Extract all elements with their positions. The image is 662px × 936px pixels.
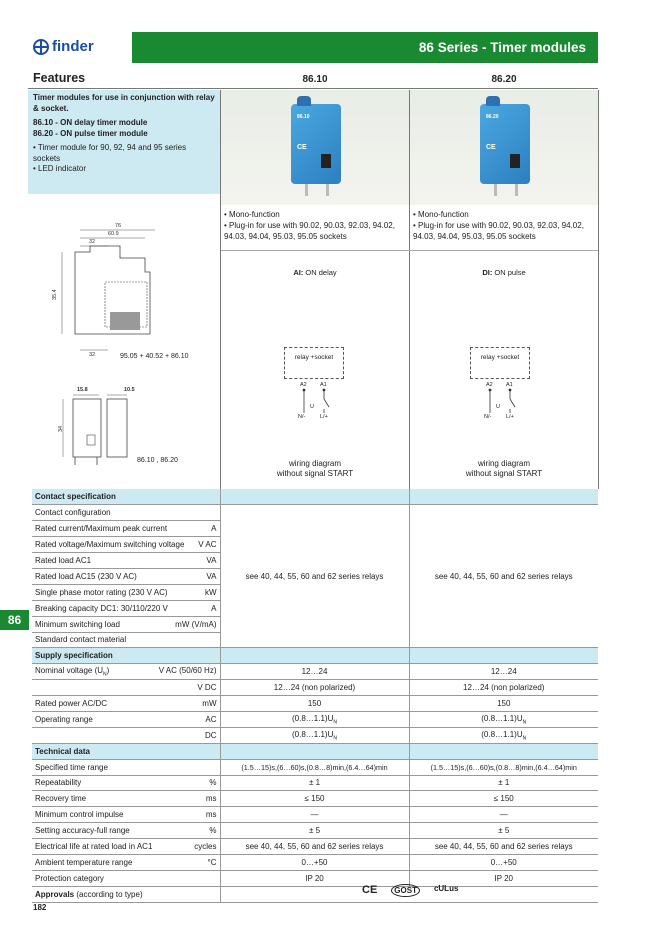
row-unit: cycles [194, 842, 217, 852]
row-unit: ms [205, 794, 217, 804]
dim-10-5: 10.5 [124, 387, 135, 393]
value-86-20: 12…24 [409, 664, 598, 680]
product-photo-86-20 [410, 90, 598, 205]
timer-module-image [291, 104, 341, 184]
wiring-lines [470, 387, 540, 427]
value-86-20: see 40, 44, 55, 60 and 62 series relays [409, 839, 598, 855]
value-86-20: IP 20 [409, 870, 598, 886]
col1-bullet-mono: • Mono-function [224, 210, 280, 219]
module-label: 86.20 [486, 114, 499, 120]
column-divider [409, 90, 410, 489]
gost-mark-icon: GOST [391, 884, 420, 897]
culus-mark-icon: cULus [433, 884, 459, 893]
dim-35-4: 35.4 [52, 289, 58, 300]
row-label: Rated load AC1 [35, 556, 92, 565]
value-86-10: ± 1 [220, 775, 409, 791]
wiring-lines [284, 387, 354, 427]
value-86-10: ≤ 150 [220, 791, 409, 807]
intro-lead: Timer modules for use in conjunction with relay & socket. [33, 93, 215, 113]
value-86-20: — [409, 807, 598, 823]
ce-mark-icon: CE [362, 884, 378, 896]
approval-marks [362, 884, 458, 897]
section-contact [32, 489, 598, 505]
row-unit: V AC [198, 540, 217, 550]
row-unit: A [211, 524, 217, 534]
specification-table [32, 489, 598, 903]
table-row [32, 727, 598, 743]
value-86-20: 150 [409, 696, 598, 712]
dim-15-8: 15.8 [77, 387, 88, 393]
value-86-10: 0…+50 [220, 854, 409, 870]
value-86-20: ± 5 [409, 823, 598, 839]
section-technical [32, 743, 598, 759]
neutral-label: N/- [298, 414, 306, 420]
intro-bullet2: • LED indicator [33, 164, 87, 173]
wiring-caption-line1: wiring diagram [288, 459, 342, 468]
row-unit: VA [206, 556, 217, 565]
voltage-u: U [496, 404, 500, 410]
dim-34: 34 [58, 425, 64, 432]
finder-logo-icon [33, 39, 49, 55]
section-rule [221, 250, 598, 251]
value-86-10: ± 5 [220, 823, 409, 839]
function-code: DI: [482, 268, 493, 277]
wiring-caption-line2: without signal START [276, 469, 354, 478]
column-head-86-10: 86.10 [302, 74, 328, 85]
ce-mark: CE [297, 144, 307, 151]
row-label: Specified time range [35, 762, 108, 772]
value-86-20: $(0.8\dots 1.1)U_N$ [409, 711, 598, 727]
row-label: Protection category [35, 873, 104, 883]
finder-logo [33, 38, 94, 55]
header-rule [28, 88, 598, 89]
row-unit: A [211, 603, 217, 613]
section-title: Supply specification [32, 648, 220, 664]
terminal-a1: A1 [320, 382, 327, 388]
value-86-10: 150 [220, 696, 409, 712]
features-title: Features [33, 71, 86, 85]
row-label: Minimum control impulse [35, 810, 124, 820]
row-unit: ms [205, 810, 217, 820]
value-86-20: 0…+50 [409, 854, 598, 870]
wiring-caption-86-10 [221, 459, 409, 479]
relay-socket-box: relay +socket [284, 347, 344, 379]
col2-bullet-mono: • Mono-function [413, 210, 469, 219]
relay-socket-box: relay +socket [470, 347, 530, 379]
function-label-ai [221, 268, 409, 277]
assembly-caption: 95.05 + 40.52 + 86.10 [120, 353, 189, 360]
value-86-10: $(0.8\dots 1.1)U_N$ [220, 711, 409, 727]
row-label: Breaking capacity DC1: 30/110/220 V [35, 603, 168, 613]
table-row [32, 711, 598, 727]
section-title: Technical data [32, 743, 220, 759]
row-label: Standard contact material [35, 635, 127, 645]
row-label: Operating range [35, 714, 93, 724]
col1-bullets [224, 209, 406, 242]
table-row [32, 791, 598, 807]
line-label: L/+ [506, 414, 514, 420]
row-label: Single phase motor rating (230 V AC) [35, 587, 168, 597]
row-label: Rated load AC15 (230 V AC) [35, 571, 137, 581]
table-row [32, 664, 598, 680]
terminal-a1: A1 [506, 382, 513, 388]
row-label: Minimum switching load [35, 619, 120, 629]
col2-bullet-plugin: • Plug-in for use with 90.02, 90.03, 92.03, 94.02, 94.03, 94.04, 95.03, 95.05 sockets [413, 221, 584, 241]
contact-value-86-10: see 40, 44, 55, 60 and 62 series relays [220, 505, 409, 648]
table-row [32, 854, 598, 870]
dimension-drawing-assembly [50, 222, 200, 362]
row-unit: DC [204, 730, 217, 740]
wiring-caption-line2: without signal START [465, 469, 543, 478]
value-86-10: 12…24 [220, 664, 409, 680]
module-caption: 86.10 , 86.20 [137, 457, 178, 464]
row-label: Recovery time [35, 794, 87, 804]
value-86-10: IP 20 [220, 870, 409, 886]
value-86-20: $(0.8\dots 1.1)U_N$ [409, 727, 598, 743]
series-side-tab: 86 [0, 610, 29, 630]
row-label: Rated current/Maximum peak current [35, 524, 168, 534]
dim-32-bottom: 32 [89, 352, 96, 358]
wiring-diagram-86-20 [470, 347, 540, 427]
row-label: Repeatability [35, 778, 82, 788]
row-unit: V DC [197, 683, 217, 693]
column-divider [220, 90, 221, 489]
row-unit: AC [205, 714, 217, 724]
value-86-20: 12…24 (non polarized) [409, 680, 598, 696]
value-86-10: — [220, 807, 409, 823]
product-photo-86-10 [221, 90, 409, 205]
table-row [32, 759, 598, 775]
module-label: 86.10 [297, 114, 310, 120]
value-86-10: (1.5…15)s,(6…60)s,(0.8…8)min,(6.4…64)min [220, 759, 409, 775]
value-86-20: ± 1 [409, 775, 598, 791]
table-row [32, 680, 598, 696]
row-label: Rated power AC/DC [35, 699, 108, 709]
row-unit: kW [204, 587, 217, 597]
function-label-di [410, 268, 598, 277]
row-label: Rated voltage/Maximum switching voltage [35, 540, 185, 550]
row-unit: % [209, 826, 217, 836]
contact-value-86-20: see 40, 44, 55, 60 and 62 series relays [409, 505, 598, 648]
dim-32-top: 32 [89, 239, 96, 245]
row-unit: V AC (50/60 Hz) [158, 665, 217, 675]
column-divider [598, 90, 599, 489]
dimension-drawing-module [55, 385, 135, 470]
intro-line2: 86.20 - ON pulse timer module [33, 128, 148, 138]
line-label: L/+ [320, 414, 328, 420]
row-label: Nominal voltage $(U_N)$ [35, 665, 110, 678]
row-unit: mW [202, 699, 217, 709]
table-row [32, 870, 598, 886]
page-number: 182 [33, 903, 47, 912]
timer-module-image [480, 104, 530, 184]
value-86-10: see 40, 44, 55, 60 and 62 series relays [220, 839, 409, 855]
wiring-caption-86-20 [410, 459, 598, 479]
table-row [32, 775, 598, 791]
ce-mark: CE [486, 144, 496, 151]
table-row [32, 696, 598, 712]
row-label: Setting accuracy-full range [35, 826, 130, 836]
neutral-label: N/- [484, 414, 492, 420]
approvals-row [32, 886, 598, 902]
col2-bullets [413, 209, 595, 242]
value-86-10: $(0.8\dots 1.1)U_N$ [220, 727, 409, 743]
function-code: AI: [293, 268, 304, 277]
wiring-diagram-86-10 [284, 347, 354, 427]
row-label: Ambient temperature range [35, 857, 133, 867]
value-86-20: (1.5…15)s,(6…60)s,(0.8…8)min,(6.4…64)min [409, 759, 598, 775]
table-row [32, 839, 598, 855]
table-row [32, 505, 598, 521]
intro-line1: 86.10 - ON delay timer module [33, 118, 148, 127]
function-name: ON pulse [494, 268, 526, 277]
dim-76: 76 [115, 223, 122, 229]
intro-box [28, 90, 220, 194]
terminal-a2: A2 [486, 382, 493, 388]
section-title: Contact specification [32, 489, 220, 505]
brand-name: finder [52, 38, 94, 55]
row-unit: °C [207, 857, 217, 867]
column-head-86-20: 86.20 [491, 74, 517, 85]
intro-bullet1: • Timer module for 90, 92, 94 and 95 series sockets [33, 143, 187, 163]
terminal-a2: A2 [300, 382, 307, 388]
section-supply [32, 648, 598, 664]
voltage-u: U [310, 404, 314, 410]
dim-60-9: 60.9 [108, 231, 119, 237]
table-row [32, 807, 598, 823]
function-name: ON delay [305, 268, 337, 277]
value-86-10: 12…24 (non polarized) [220, 680, 409, 696]
row-unit: % [209, 778, 217, 788]
approvals-label: Approvals (according to type) [32, 886, 220, 902]
row-unit: VA [206, 571, 217, 581]
value-86-20: ≤ 150 [409, 791, 598, 807]
row-label: Electrical life at rated load in AC1 [35, 842, 153, 852]
col1-bullet-plugin: • Plug-in for use with 90.02, 90.03, 92.03, 94.02, 94.03, 94.04, 95.03, 95.05 sockets [224, 221, 395, 241]
series-banner: 86 Series - Timer modules [132, 32, 598, 63]
table-row [32, 823, 598, 839]
wiring-caption-line1: wiring diagram [477, 459, 531, 468]
row-unit: mW (V/mA) [175, 619, 217, 629]
row-label: Contact configuration [35, 508, 111, 518]
